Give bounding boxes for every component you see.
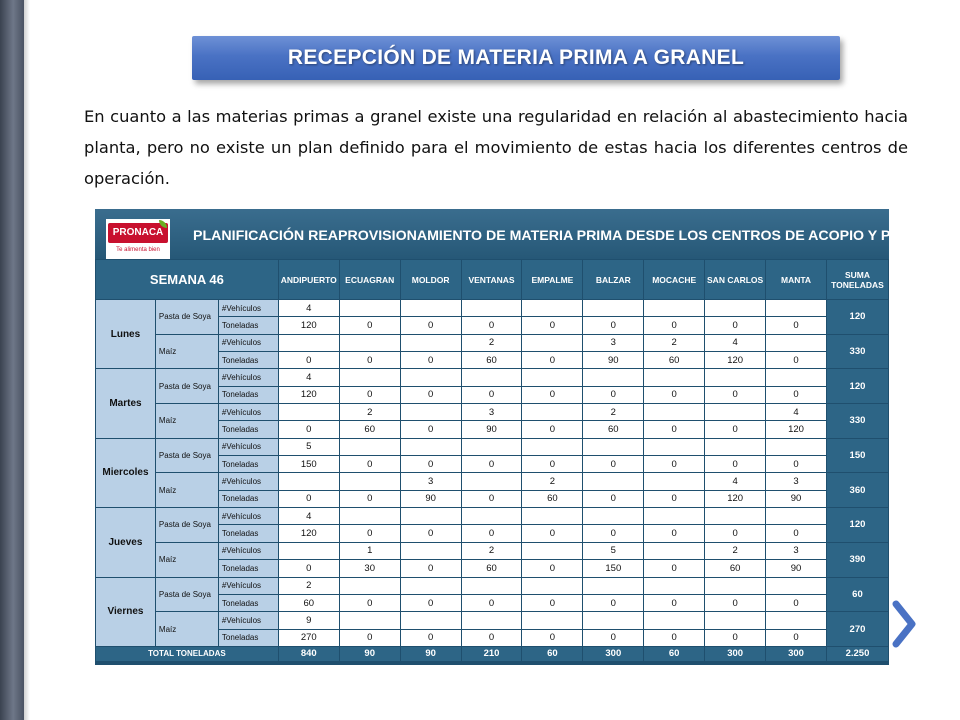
table-cell: 0 <box>339 525 400 542</box>
day-label: Jueves <box>96 508 156 577</box>
row-type-label: Toneladas <box>218 629 278 646</box>
sum-cell: 120 <box>826 300 888 335</box>
column-header: EMPALME <box>522 260 583 300</box>
table-cell: 0 <box>339 629 400 646</box>
row-type-label: #Vehículos <box>218 612 278 629</box>
table-cell <box>766 369 827 386</box>
table-cell <box>400 542 461 559</box>
table-cell: 0 <box>583 629 644 646</box>
table-cell: 0 <box>522 594 583 611</box>
total-cell: 210 <box>461 646 522 661</box>
table-cell: 0 <box>644 629 705 646</box>
table-cell <box>644 369 705 386</box>
row-type-label: Toneladas <box>218 490 278 507</box>
table-cell: 150 <box>278 456 339 473</box>
table-cell: 90 <box>400 490 461 507</box>
table-cell: 0 <box>583 386 644 403</box>
table-cell <box>644 612 705 629</box>
table-cell <box>400 369 461 386</box>
table-cell: 90 <box>766 490 827 507</box>
row-type-label: Toneladas <box>218 421 278 438</box>
table-cell <box>400 577 461 594</box>
table-cell <box>522 508 583 525</box>
table-cell: 0 <box>400 386 461 403</box>
table-cell: 0 <box>705 525 766 542</box>
table-cell <box>278 473 339 490</box>
table-cell: 120 <box>278 386 339 403</box>
table-cell <box>705 438 766 455</box>
table-cell <box>644 300 705 317</box>
table-cell: 0 <box>400 594 461 611</box>
table-cell: 1 <box>339 542 400 559</box>
table-cell: 5 <box>583 542 644 559</box>
column-header: MOLDOR <box>400 260 461 300</box>
table-cell: 4 <box>705 473 766 490</box>
table-row <box>96 473 889 490</box>
table-cell: 120 <box>278 317 339 334</box>
sum-cell: 360 <box>826 473 888 508</box>
table-title-bar <box>95 209 950 259</box>
table-cell: 0 <box>522 629 583 646</box>
slide-title-box <box>192 36 840 80</box>
table-cell: 0 <box>339 490 400 507</box>
table-cell: 0 <box>644 594 705 611</box>
column-header: VENTANAS <box>461 260 522 300</box>
table-cell: 0 <box>461 317 522 334</box>
table-cell <box>644 473 705 490</box>
column-header: SAN CARLOS <box>705 260 766 300</box>
table-cell: 0 <box>522 421 583 438</box>
table-cell: 0 <box>583 456 644 473</box>
table-cell: 0 <box>766 629 827 646</box>
table-cell: 0 <box>461 525 522 542</box>
table-cell <box>705 369 766 386</box>
table-cell <box>705 508 766 525</box>
table-cell: 0 <box>339 352 400 369</box>
planning-table-image <box>95 209 950 665</box>
table-cell: 0 <box>400 560 461 577</box>
column-header: MANTA <box>766 260 827 300</box>
table-cell <box>461 508 522 525</box>
table-cell: 0 <box>766 456 827 473</box>
column-header: MOCACHE <box>644 260 705 300</box>
table-cell: 0 <box>705 629 766 646</box>
table-cell <box>583 369 644 386</box>
day-label: Miercoles <box>96 438 156 507</box>
row-type-label: #Vehículos <box>218 300 278 317</box>
day-label: Viernes <box>96 577 156 646</box>
table-cell: 60 <box>278 594 339 611</box>
table-cell: 0 <box>766 317 827 334</box>
table-row <box>96 300 889 317</box>
table-cell <box>766 300 827 317</box>
table-cell <box>766 508 827 525</box>
total-label: TOTAL TONELADAS <box>96 646 279 661</box>
table-cell: 2 <box>278 577 339 594</box>
day-label: Martes <box>96 369 156 438</box>
sum-cell: 330 <box>826 334 888 369</box>
table-header-row <box>96 260 889 300</box>
table-cell: 120 <box>278 525 339 542</box>
table-cell <box>644 577 705 594</box>
table-cell <box>461 369 522 386</box>
table-cell: 0 <box>400 317 461 334</box>
table-cell <box>339 438 400 455</box>
table-cell: 0 <box>583 594 644 611</box>
table-cell <box>461 473 522 490</box>
table-row <box>96 542 889 559</box>
product-label: Maíz <box>155 334 218 369</box>
table-cell: 60 <box>644 352 705 369</box>
table-cell: 0 <box>461 490 522 507</box>
table-cell: 2 <box>705 542 766 559</box>
table-cell: 5 <box>278 438 339 455</box>
table-cell: 0 <box>522 352 583 369</box>
table-cell: 30 <box>339 560 400 577</box>
table-cell: 0 <box>461 456 522 473</box>
table-cell <box>766 577 827 594</box>
column-header: ANDIPUERTO <box>278 260 339 300</box>
table-cell <box>339 577 400 594</box>
row-type-label: #Vehículos <box>218 577 278 594</box>
row-type-label: #Vehículos <box>218 334 278 351</box>
table-cell: 90 <box>583 352 644 369</box>
row-type-label: #Vehículos <box>218 542 278 559</box>
day-label: Lunes <box>96 300 156 369</box>
table-cell <box>400 300 461 317</box>
column-header: BALZAR <box>583 260 644 300</box>
table-cell: 3 <box>461 404 522 421</box>
sum-cell: 150 <box>826 438 888 473</box>
sum-cell: 270 <box>826 612 888 647</box>
table-cell: 60 <box>461 352 522 369</box>
table-cell: 0 <box>400 352 461 369</box>
table-cell: 0 <box>766 525 827 542</box>
row-type-label: Toneladas <box>218 386 278 403</box>
table-cell <box>461 300 522 317</box>
table-cell <box>522 438 583 455</box>
table-cell: 270 <box>278 629 339 646</box>
table-cell: 2 <box>522 473 583 490</box>
sum-cell: 60 <box>826 577 888 612</box>
row-type-label: Toneladas <box>218 456 278 473</box>
table-cell: 0 <box>583 490 644 507</box>
table-cell <box>400 438 461 455</box>
table-cell: 60 <box>583 421 644 438</box>
table-cell <box>583 612 644 629</box>
table-cell: 0 <box>705 594 766 611</box>
table-cell <box>400 404 461 421</box>
table-cell: 0 <box>766 594 827 611</box>
table-row <box>96 404 889 421</box>
table-cell <box>339 508 400 525</box>
table-cell: 0 <box>522 386 583 403</box>
row-type-label: #Vehículos <box>218 508 278 525</box>
table-cell: 0 <box>766 386 827 403</box>
table-cell: 3 <box>766 542 827 559</box>
row-type-label: Toneladas <box>218 560 278 577</box>
table-cell <box>766 612 827 629</box>
table-cell: 0 <box>644 490 705 507</box>
product-label: Pasta de Soya <box>155 577 218 612</box>
table-cell: 60 <box>339 421 400 438</box>
table-cell <box>339 473 400 490</box>
product-label: Maíz <box>155 404 218 439</box>
table-cell: 0 <box>522 525 583 542</box>
table-cell: 0 <box>400 421 461 438</box>
table-cell: 4 <box>278 508 339 525</box>
table-cell <box>522 404 583 421</box>
table-cell <box>461 612 522 629</box>
product-label: Maíz <box>155 473 218 508</box>
total-cell: 300 <box>583 646 644 661</box>
table-cell: 4 <box>278 369 339 386</box>
table-cell <box>644 404 705 421</box>
table-cell: 0 <box>278 421 339 438</box>
sum-cell: 120 <box>826 508 888 543</box>
table-cell <box>705 577 766 594</box>
table-cell: 0 <box>400 456 461 473</box>
table-row <box>96 577 889 594</box>
row-type-label: Toneladas <box>218 352 278 369</box>
table-cell <box>522 542 583 559</box>
table-cell <box>339 334 400 351</box>
slide-title: RECEPCIÓN DE MATERIA PRIMA A GRANEL <box>287 46 745 69</box>
row-type-label: Toneladas <box>218 317 278 334</box>
total-cell: 300 <box>766 646 827 661</box>
table-cell: 0 <box>278 560 339 577</box>
table-cell <box>705 404 766 421</box>
pronaca-logo <box>106 219 170 259</box>
row-type-label: #Vehículos <box>218 473 278 490</box>
table-cell: 150 <box>583 560 644 577</box>
table-cell: 0 <box>644 386 705 403</box>
table-cell <box>339 300 400 317</box>
table-cell <box>705 300 766 317</box>
table-row <box>96 508 889 525</box>
sum-header-line: SUMA <box>844 269 870 280</box>
table-cell: 0 <box>644 317 705 334</box>
product-label: Maíz <box>155 542 218 577</box>
planning-table <box>95 259 889 662</box>
table-cell <box>522 577 583 594</box>
product-label: Pasta de Soya <box>155 369 218 404</box>
sum-cell: 330 <box>826 404 888 439</box>
table-cell: 60 <box>522 490 583 507</box>
table-cell: 0 <box>400 525 461 542</box>
table-cell <box>400 612 461 629</box>
table-cell: 0 <box>278 490 339 507</box>
table-cell: 0 <box>583 525 644 542</box>
table-cell <box>583 577 644 594</box>
table-cell <box>583 473 644 490</box>
table-cell <box>644 508 705 525</box>
total-cell: 840 <box>278 646 339 661</box>
sum-cell: 120 <box>826 369 888 404</box>
table-cell: 0 <box>339 594 400 611</box>
table-row <box>96 438 889 455</box>
table-cell: 4 <box>766 404 827 421</box>
table-cell: 3 <box>766 473 827 490</box>
table-cell <box>461 577 522 594</box>
table-cell: 0 <box>461 386 522 403</box>
table-cell: 0 <box>400 629 461 646</box>
table-cell <box>400 508 461 525</box>
week-label: SEMANA 46 <box>96 260 279 300</box>
table-cell: 2 <box>461 542 522 559</box>
table-cell: 0 <box>339 317 400 334</box>
table-cell: 0 <box>461 629 522 646</box>
left-decorative-bar <box>0 0 24 720</box>
table-cell: 0 <box>705 421 766 438</box>
table-cell: 0 <box>522 317 583 334</box>
table-row <box>96 334 889 351</box>
table-cell: 0 <box>522 456 583 473</box>
row-type-label: Toneladas <box>218 594 278 611</box>
table-cell: 0 <box>644 421 705 438</box>
table-cell <box>644 542 705 559</box>
table-cell: 0 <box>644 525 705 542</box>
row-type-label: #Vehículos <box>218 369 278 386</box>
table-cell: 0 <box>705 456 766 473</box>
table-cell <box>522 334 583 351</box>
table-cell: 2 <box>461 334 522 351</box>
total-cell: 60 <box>644 646 705 661</box>
table-cell: 60 <box>705 560 766 577</box>
table-cell: 2 <box>339 404 400 421</box>
product-label: Pasta de Soya <box>155 438 218 473</box>
table-cell: 120 <box>705 352 766 369</box>
table-cell: 120 <box>705 490 766 507</box>
table-cell: 120 <box>766 421 827 438</box>
table-cell: 0 <box>705 386 766 403</box>
table-cell: 0 <box>583 317 644 334</box>
table-cell <box>766 438 827 455</box>
table-cell <box>522 369 583 386</box>
table-cell: 0 <box>522 560 583 577</box>
table-cell: 4 <box>278 300 339 317</box>
row-type-label: #Vehículos <box>218 438 278 455</box>
table-cell <box>461 438 522 455</box>
column-header: ECUAGRAN <box>339 260 400 300</box>
table-cell: 0 <box>339 456 400 473</box>
sum-header <box>826 260 888 300</box>
total-row <box>96 646 889 661</box>
product-label: Pasta de Soya <box>155 508 218 543</box>
chevron-right-icon[interactable] <box>884 596 924 652</box>
total-cell: 90 <box>400 646 461 661</box>
grand-total-cell: 2.250 <box>826 646 888 661</box>
table-cell: 60 <box>461 560 522 577</box>
table-cell: 4 <box>705 334 766 351</box>
logo-wordmark: PRONACA <box>108 223 168 243</box>
sum-cell: 390 <box>826 542 888 577</box>
table-cell <box>278 542 339 559</box>
table-cell <box>400 334 461 351</box>
table-cell: 90 <box>461 421 522 438</box>
total-cell: 90 <box>339 646 400 661</box>
table-cell <box>583 438 644 455</box>
table-cell <box>278 334 339 351</box>
total-cell: 300 <box>705 646 766 661</box>
total-cell: 60 <box>522 646 583 661</box>
table-cell <box>583 300 644 317</box>
slide-paragraph: En cuanto a las materias primas a granel existe una regularidad en relación al abastecimiento hacia planta, pero no existe un plan definido para el movimiento de estas hacia los diferentes centros de operación. <box>84 107 908 188</box>
table-cell <box>766 334 827 351</box>
table-cell <box>644 438 705 455</box>
table-cell: 0 <box>644 560 705 577</box>
table-cell: 2 <box>644 334 705 351</box>
table-cell: 0 <box>339 386 400 403</box>
table-cell <box>583 508 644 525</box>
table-row <box>96 369 889 386</box>
table-cell: 0 <box>461 594 522 611</box>
table-cell <box>278 404 339 421</box>
sum-header-line: TONELADAS <box>831 279 884 290</box>
table-cell <box>339 369 400 386</box>
table-cell <box>705 612 766 629</box>
table-cell: 0 <box>644 456 705 473</box>
table-cell: 3 <box>400 473 461 490</box>
table-cell: 90 <box>766 560 827 577</box>
product-label: Pasta de Soya <box>155 300 218 335</box>
table-cell: 9 <box>278 612 339 629</box>
table-cell: 0 <box>278 352 339 369</box>
table-cell: 0 <box>766 352 827 369</box>
table-cell <box>522 612 583 629</box>
table-cell: 0 <box>705 317 766 334</box>
row-type-label: Toneladas <box>218 525 278 542</box>
table-row <box>96 612 889 629</box>
row-type-label: #Vehículos <box>218 404 278 421</box>
table-cell <box>522 300 583 317</box>
product-label: Maíz <box>155 612 218 647</box>
table-title: PLANIFICACIÓN REAPROVISIONAMIENTO DE MATERIA PRIMA DESDE LOS CENTROS DE ACOPIO Y PUERTOS <box>193 228 950 244</box>
table-cell: 3 <box>583 334 644 351</box>
logo-tagline: Te alimenta bien <box>116 247 160 253</box>
table-cell: 2 <box>583 404 644 421</box>
table-cell <box>339 612 400 629</box>
